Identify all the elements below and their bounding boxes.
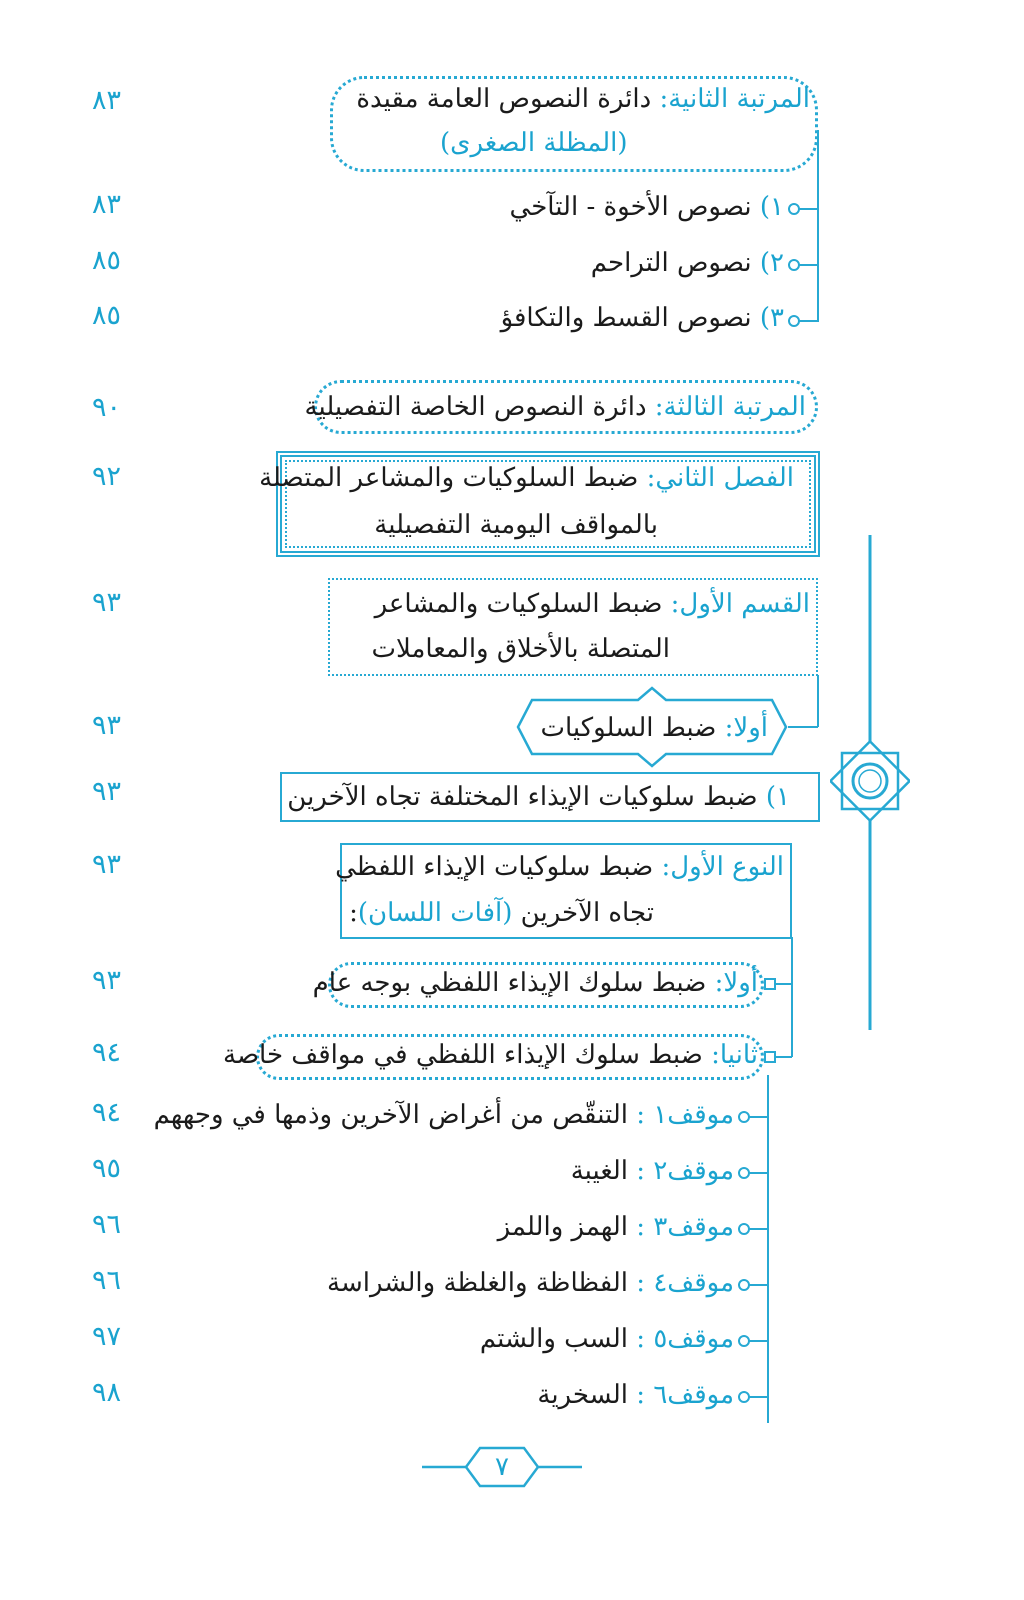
- entry-label: موقف٣ :: [636, 1212, 734, 1242]
- tree-node-m1: [738, 1111, 750, 1123]
- entry-label: موقف٥ :: [636, 1324, 734, 1354]
- page-number-n3: ٨٥: [92, 300, 122, 331]
- entry-subtitle: تجاه الآخرين: [520, 898, 654, 928]
- entry-title: دائرة النصوص الخاصة التفصيلية: [304, 392, 647, 422]
- entry-title: الغيبة: [570, 1156, 629, 1186]
- tree-branch-aw: [788, 726, 818, 728]
- entry-title: السخرية: [537, 1380, 629, 1410]
- entry-title: ضبط السلوكيات والمشاعر المتصلة: [259, 463, 639, 493]
- entry-label: ٢): [759, 248, 784, 278]
- footer-page-number: ٧: [495, 1452, 509, 1482]
- tree-node-n2: [788, 259, 800, 271]
- entry-label: أولا:: [724, 713, 768, 743]
- toc-entry-n2[interactable]: [591, 246, 784, 280]
- toc-entry-d1[interactable]: [287, 780, 790, 814]
- tree-node-m4: [738, 1279, 750, 1291]
- entry-title: التنقّص من أغراض الآخرين وذمها في وجههم: [153, 1100, 629, 1130]
- entry-label: موقف٤ :: [636, 1268, 734, 1298]
- entry-title: ضبط السلوكيات: [540, 713, 717, 743]
- star-ornament-icon: [830, 535, 910, 1035]
- entry-label: المرتبة الثالثة:: [654, 392, 806, 422]
- entry-title: دائرة النصوص العامة مقيدة: [356, 84, 652, 114]
- page-number-a2: ٩٤: [92, 1037, 122, 1068]
- toc-entry-n1[interactable]: [510, 190, 784, 224]
- tree-node-a1: [764, 978, 776, 990]
- toc-entry-f2[interactable]: [259, 461, 794, 495]
- tree-line-r2: [817, 130, 819, 322]
- page-number-t1: ٩٣: [92, 849, 122, 880]
- entry-title: ضبط سلوك الإيذاء اللفظي بوجه عام: [312, 968, 707, 998]
- entry-title: ضبط سلوك الإيذاء اللفظي في مواقف خاصة: [223, 1040, 703, 1070]
- toc-entry-t1[interactable]: [335, 850, 784, 884]
- entry-title: نصوص التراحم: [590, 248, 752, 278]
- toc-entry-m6[interactable]: [537, 1378, 734, 1412]
- toc-entry-m2[interactable]: [571, 1154, 734, 1188]
- entry-label: ثانيا:: [711, 1040, 758, 1070]
- entry-label: موقف١ :: [636, 1100, 734, 1130]
- page-number-n1: ٨٣: [92, 189, 122, 220]
- toc-entry-r2[interactable]: [356, 82, 810, 116]
- page-number-q1: ٩٣: [92, 587, 122, 618]
- toc-entry-r2-subtitle: (المظلة الصغرى): [440, 128, 628, 158]
- page-number-m6: ٩٨: [92, 1377, 122, 1408]
- entry-subtitle-colon: :: [349, 898, 358, 928]
- entry-label: المرتبة الثانية:: [659, 84, 810, 114]
- page-number-a1: ٩٣: [92, 965, 122, 996]
- entry-subtitle-highlight: (آفات اللسان): [357, 898, 513, 928]
- tree-node-n3: [788, 315, 800, 327]
- toc-entry-r3[interactable]: [305, 390, 806, 424]
- page-number-m1: ٩٤: [92, 1097, 122, 1128]
- entry-label: ٣): [759, 303, 784, 333]
- tree-node-m3: [738, 1223, 750, 1235]
- tree-line-t1: [791, 937, 793, 1057]
- page-number-n2: ٨٥: [92, 245, 122, 276]
- entry-label: النوع الأول:: [661, 852, 784, 882]
- entry-label: أولا:: [714, 968, 758, 998]
- tree-node-m2: [738, 1167, 750, 1179]
- tree-line-a2: [767, 1075, 769, 1423]
- toc-entry-t1-line2: [349, 896, 654, 930]
- tree-node-m5: [738, 1335, 750, 1347]
- tree-node-a2: [764, 1051, 776, 1063]
- entry-title: ضبط السلوكيات والمشاعر: [374, 589, 663, 619]
- entry-title: الهمز واللمز: [497, 1212, 629, 1242]
- tree-node-m6: [738, 1391, 750, 1403]
- page-number-aw: ٩٣: [92, 710, 122, 741]
- tree-node-n1: [788, 203, 800, 215]
- entry-label: الفصل الثاني:: [646, 463, 794, 493]
- toc-entry-a2[interactable]: [223, 1038, 758, 1072]
- page-number-m5: ٩٧: [92, 1321, 122, 1352]
- page-number-r3: ٩٠: [92, 392, 122, 423]
- toc-entry-m4[interactable]: [327, 1266, 734, 1300]
- entry-label: موقف٦ :: [636, 1380, 734, 1410]
- entry-label: موقف٢ :: [636, 1156, 734, 1186]
- page-number-d1: ٩٣: [92, 776, 122, 807]
- entry-title: ضبط سلوكيات الإيذاء اللفظي: [335, 852, 654, 882]
- page-number-m3: ٩٦: [92, 1209, 122, 1240]
- toc-entry-q1[interactable]: [375, 587, 810, 621]
- toc-entry-m1[interactable]: [154, 1098, 734, 1132]
- page-number-r2: ٨٣: [92, 85, 122, 116]
- tree-line-q1: [817, 675, 819, 727]
- entry-title: نصوص الأخوة - التآخي: [509, 192, 752, 222]
- page-number-m4: ٩٦: [92, 1265, 122, 1296]
- entry-title: ضبط سلوكيات الإيذاء المختلفة تجاه الآخرين: [287, 782, 758, 812]
- toc-entry-m5[interactable]: [480, 1322, 734, 1356]
- entry-label: ١): [759, 192, 784, 222]
- entry-title: السب والشتم: [479, 1324, 629, 1354]
- entry-label: القسم الأول:: [670, 589, 810, 619]
- toc-entry-q1-line2: المتصلة بالأخلاق والمعاملات: [371, 634, 670, 664]
- toc-entry-n3[interactable]: [501, 301, 784, 335]
- toc-entry-f2-line2: بالمواقف اليومية التفصيلية: [374, 510, 658, 540]
- toc-entry-aw[interactable]: [540, 711, 768, 745]
- toc-entry-a1[interactable]: [313, 966, 758, 1000]
- entry-label: ١): [765, 782, 790, 812]
- page-number-f2: ٩٢: [92, 461, 122, 492]
- toc-entry-m3[interactable]: [498, 1210, 734, 1244]
- entry-title: نصوص القسط والتكافؤ: [500, 303, 752, 333]
- entry-title: الفظاظة والغلظة والشراسة: [327, 1268, 629, 1298]
- page-number-m2: ٩٥: [92, 1153, 122, 1184]
